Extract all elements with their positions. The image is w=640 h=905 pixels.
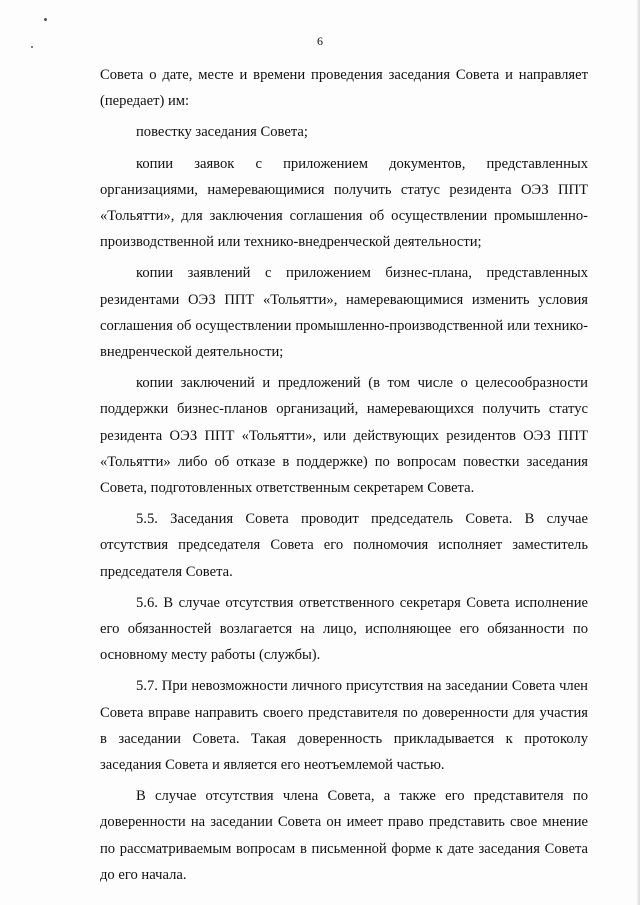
document-body — [100, 62, 588, 888]
paragraph-applications: копии заявок с приложением документов, представленных организациями, намеревающимися получить статус резидента ОЭЗ ППТ «Тольятти», для заключения соглашения об осуществлении промышленно-производственной или технико-внедренческой деятельности; — [100, 155, 588, 251]
paragraph-statements: копии заявлений с приложением бизнес-плана, представленных резидентами ОЭЗ ППТ «Тольятти», намеревающимися изменить условия соглашения об осуществлении промышленно-производственной или технико-внедренческой деятельности; — [100, 265, 588, 361]
paragraph-5-5: 5.5. Заседания Совета проводит председатель Совета. В случае отсутствия председателя Совета его полномочия исполняет заместитель председателя Совета. — [100, 511, 588, 580]
paragraph-5-7: 5.7. При невозможности личного присутствия на заседании Совета член Совета вправе направить своего представителя по доверенности для участия в заседании Совета. Такая доверенность прикладывается к протоколу заседания Совета и является его неотъемлемой частью. — [100, 678, 588, 774]
page-number: 6 — [317, 34, 323, 48]
scan-speck — [44, 18, 47, 21]
paragraph-continuation: Совета о дате, месте и времени проведения заседания Совета и направляет (передает) им: — [100, 67, 588, 110]
paragraph-absence: В случае отсутствия члена Совета, а также его представителя по доверенности на заседании Совета он имеет право представить свое мнение по рассматриваемым вопросам в письменной форме к дате заседания Совета до его начала. — [100, 788, 588, 883]
paragraph-conclusions: копии заключений и предложений (в том числе о целесообразности поддержки бизнес-планов организаций, намеревающихся получить статус резидента ОЭЗ ППТ «Тольятти», или действующих резидентов ОЭЗ ППТ «Тольятти» либо об отказе в поддержке) по вопросам повестки заседания Совета, подготовленных ответственным секретарем Совета. — [100, 375, 588, 497]
paragraph-5-6: 5.6. В случае отсутствия ответственного секретаря Совета исполнение его обязанностей возлагается на лицо, исполняющее его обязанности по основному месту работы (службы). — [100, 594, 588, 664]
paragraph-agenda: повестку заседания Совета; — [136, 124, 308, 141]
